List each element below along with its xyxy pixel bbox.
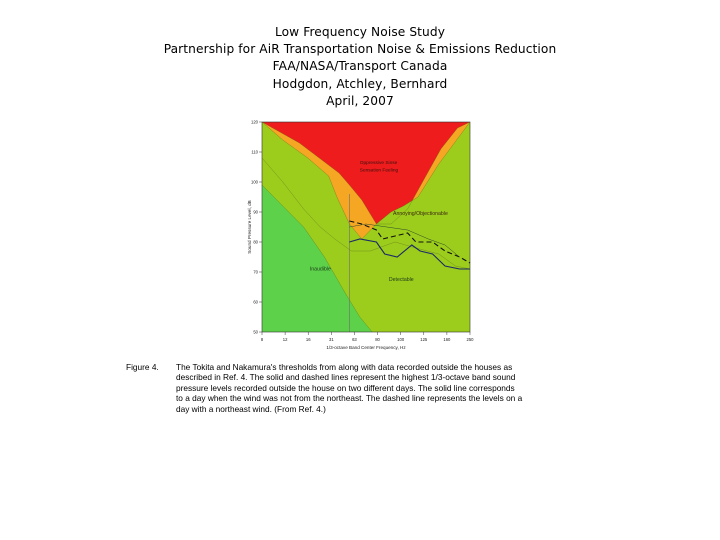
header-authors: Hodgdon, Atchley, Bernhard (272, 76, 448, 91)
oppressive-label: Sensation Feeling (359, 168, 399, 174)
x-tick-label: 160 (443, 337, 451, 342)
y-tick-label: 60 (253, 299, 258, 305)
y-tick-label: 120 (251, 119, 258, 125)
annoying-label: Annoying/Objectionable (393, 211, 448, 217)
caption-line: day with a northeast wind. (From Ref. 4.) (176, 403, 326, 414)
x-tick-label: 63 (352, 337, 357, 342)
caption-line: to a day when the wind was not from the northeast. The dashed line represents the levels on a (176, 393, 523, 404)
header-partnership: Partnership for AiR Transportation Noise & Emissions Reduction (163, 42, 557, 57)
header-agencies: FAA/NASA/Transport Canada (272, 59, 448, 74)
y-axis-label: Sound Pressure Level, dB (247, 200, 252, 254)
x-tick-label: 16 (305, 337, 311, 342)
x-tick-label: 80 (375, 337, 380, 342)
oppressive-label: Oppressive Sinse (359, 161, 398, 166)
x-axis-label: 1/3-octave Band Center Frequency, Hz (326, 345, 406, 350)
y-tick-label: 80 (253, 239, 258, 245)
x-tick-label: 125 (420, 337, 428, 342)
caption-line: pressure levels recorded outside the house on two different days. The solid line corresponds (176, 382, 515, 393)
y-tick-label: 90 (253, 209, 258, 215)
y-tick-label: 70 (253, 269, 258, 275)
header-date: April, 2007 (326, 93, 394, 108)
caption-line: The Tokita and Nakamura's thresholds from along with data recorded outside the houses as (176, 362, 513, 372)
y-tick-label: 50 (253, 329, 258, 335)
caption-text (176, 362, 596, 414)
inaudible-label: Inaudible (309, 266, 331, 273)
x-tick-label: 31 (328, 337, 334, 342)
x-tick-label: 8 (260, 337, 264, 342)
x-tick-label: 12 (282, 337, 288, 342)
header-title: Low Frequency Noise Study (274, 25, 446, 39)
caption-line: described in Ref. 4. The solid and dashed lines represent the highest 1/3-octave band sound (176, 372, 516, 383)
y-tick-label: 110 (251, 149, 258, 155)
detectable-label: Detectable (388, 277, 414, 283)
x-tick-label: 250 (466, 337, 474, 342)
header (0, 24, 720, 110)
chart-regions (262, 122, 470, 332)
caption-label: Figure 4. (126, 362, 159, 372)
threshold-chart (240, 112, 480, 362)
x-tick-label: 100 (397, 337, 405, 342)
y-tick-label: 100 (251, 179, 258, 185)
